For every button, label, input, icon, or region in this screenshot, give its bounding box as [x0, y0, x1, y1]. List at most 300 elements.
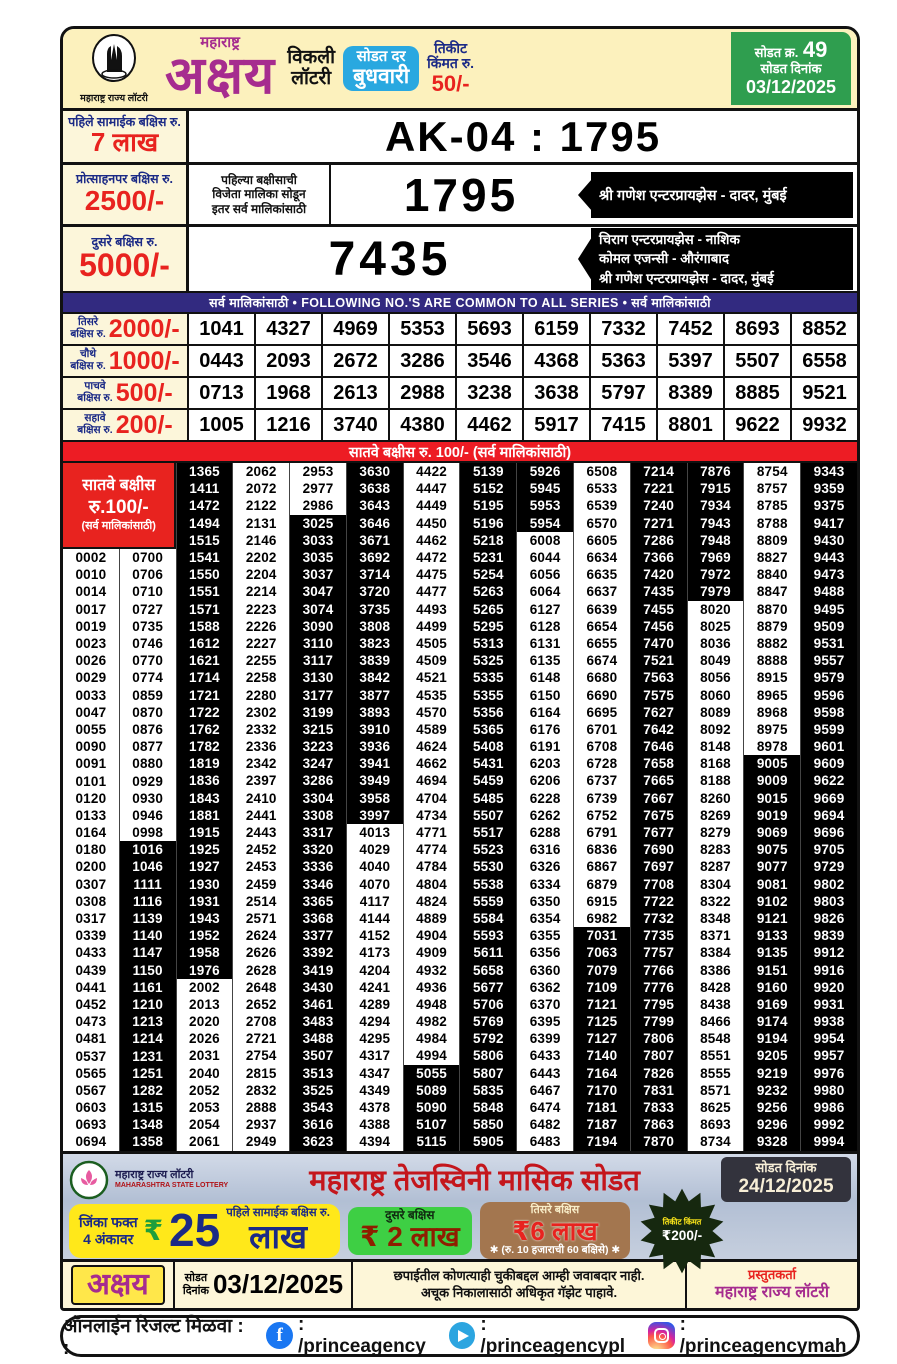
ad-first-amount-word: पहिले सामाईक बक्षिस रु. लाख — [226, 1207, 330, 1255]
lottery-number-cell: 4475 — [416, 567, 447, 583]
lottery-number-cell: 4317 — [359, 1048, 391, 1064]
lottery-number-cell: 3215 — [290, 721, 346, 738]
lottery-number-cell: 0047 — [75, 704, 107, 720]
lottery-number-cell: 9986 — [801, 1099, 857, 1116]
lottery-number-cell: 4994 — [416, 1048, 447, 1064]
lottery-number-cell: 7658 — [631, 755, 687, 772]
grid-column — [744, 463, 801, 1151]
second-prize-row — [63, 227, 857, 293]
lottery-number-cell: 6176 — [529, 721, 561, 737]
lottery-number-cell: 2459 — [245, 876, 277, 892]
prize-number-cell: 8852 — [790, 314, 857, 344]
lottery-number-cell: 9169 — [744, 996, 800, 1013]
lottery-number-cell: 6791 — [586, 825, 618, 841]
lottery-number-cell: 4070 — [359, 876, 391, 892]
social-bar — [60, 1315, 860, 1357]
seventh-prize-band: सातवे बक्षीस रु. 100/- (सर्व मालिकांसाठी) — [63, 442, 857, 461]
lottery-number-cell: 4449 — [416, 498, 447, 514]
lottery-number-cell: 0694 — [75, 1134, 107, 1150]
lottery-number-cell: 3839 — [347, 652, 403, 669]
grid-column — [801, 463, 857, 1151]
lottery-number-cell: 7948 — [688, 532, 744, 549]
lottery-number-cell: 2227 — [245, 635, 277, 651]
prize-number-cell: 2672 — [321, 346, 388, 376]
consolation-amount: 2500/- — [84, 185, 165, 217]
lottery-number-cell: 2280 — [245, 687, 277, 703]
ad-draw-date: 24/12/2025 — [738, 1175, 834, 1197]
lottery-number-cell: 3430 — [290, 979, 346, 996]
lottery-number-cell: 7876 — [688, 463, 744, 480]
lottery-number-cell: 3304 — [290, 790, 346, 807]
lottery-number-cell: 0120 — [75, 790, 107, 806]
lottery-number-cell: 6539 — [586, 498, 618, 514]
lottery-number-cell: 3286 — [290, 772, 346, 789]
lottery-number-cell: 0091 — [75, 756, 107, 772]
lottery-number-cell: 7972 — [688, 566, 744, 583]
lottery-number-cell: 4472 — [416, 550, 447, 566]
lottery-number-cell: 8882 — [756, 635, 788, 651]
lottery-number-cell: 6206 — [529, 773, 561, 789]
lottery-number-cell: 4909 — [416, 945, 447, 961]
lottery-number-cell: 3033 — [290, 532, 346, 549]
emblem-logo-icon — [89, 34, 139, 86]
grid-column — [574, 463, 631, 1151]
lottery-number-cell: 9359 — [801, 480, 857, 497]
grid-column — [688, 463, 745, 1151]
lottery-number-cell: 9669 — [801, 790, 857, 807]
lottery-number-cell: 9328 — [744, 1133, 800, 1150]
lottery-number-cell: 6443 — [529, 1065, 561, 1081]
lottery-number-cell: 0019 — [75, 618, 107, 634]
prize-number-cell: 1041 — [199, 317, 244, 340]
svg-text:तिकीट किंमत: तिकीट किंमत — [662, 1217, 702, 1227]
lottery-number-cell: 7455 — [631, 601, 687, 618]
lottery-number-cell: 3047 — [290, 583, 346, 600]
lottery-number-cell: 3842 — [347, 669, 403, 686]
lottery-number-cell: 5335 — [460, 669, 516, 686]
lottery-number-cell: 4295 — [359, 1031, 391, 1047]
lottery-number-cell: 9135 — [744, 944, 800, 961]
footer-draw-date: सोडत दिनांक 03/12/2025 — [173, 1262, 353, 1308]
lottery-number-cell: 2255 — [245, 653, 277, 669]
lottery-number-cell: 1111 — [120, 876, 176, 893]
lottery-number-cell: 3199 — [290, 704, 346, 721]
lottery-number-cell: 7286 — [631, 532, 687, 549]
prize-number-cell: 5397 — [656, 346, 723, 376]
lottery-number-cell: 2571 — [245, 910, 277, 926]
lottery-number-cell: 0930 — [132, 790, 164, 806]
lottery-number-cell: 5459 — [460, 772, 516, 789]
lottery-number-cell: 4662 — [416, 756, 447, 772]
lottery-number-cell: 6701 — [586, 721, 618, 737]
emblem-caption: महाराष्ट्र राज्य लॉटरी — [80, 92, 148, 104]
lottery-number-cell: 2258 — [245, 670, 277, 686]
lottery-number-cell: 7221 — [631, 480, 687, 497]
lottery-number-cell: 7079 — [574, 961, 630, 978]
prize-number-cell: 0443 — [199, 349, 244, 372]
lottery-number-cell: 6127 — [529, 601, 561, 617]
draw-day-badge: सोडत दर बुधवारी — [343, 46, 419, 92]
lottery-number-cell: 8754 — [756, 464, 788, 480]
lottery-number-cell: 8049 — [700, 653, 731, 669]
lottery-number-cell: 8304 — [700, 876, 731, 892]
prize-number-cell: 3546 — [455, 346, 522, 376]
lottery-number-cell: 0706 — [132, 567, 164, 583]
lottery-number-cell: 0441 — [75, 979, 107, 995]
lottery-number-cell: 4505 — [416, 635, 447, 651]
lottery-number-cell: 3643 — [347, 497, 403, 514]
lottery-number-cell: 5431 — [460, 755, 516, 772]
prize-number-cell: 8389 — [656, 378, 723, 408]
prize-number-cell: 5917 — [522, 410, 589, 440]
lottery-number-cell: 3025 — [290, 515, 346, 532]
lottery-number-cell: 0746 — [132, 636, 164, 652]
lottery-number-cell: 5295 — [460, 618, 516, 635]
lottery-number-cell: 3074 — [290, 601, 346, 618]
lottery-number-cell: 7456 — [631, 618, 687, 635]
lottery-number-cell: 7870 — [631, 1133, 687, 1150]
lottery-number-cell: 4447 — [416, 481, 447, 497]
lottery-number-cell: 6354 — [529, 910, 561, 926]
lottery-number-cell: 3346 — [290, 876, 346, 893]
ad-prizes-row — [69, 1203, 851, 1259]
lottery-number-cell: 1612 — [177, 635, 233, 652]
lottery-number-cell: 2986 — [302, 498, 334, 514]
draw-number: 49 — [802, 37, 828, 62]
prize-row — [63, 346, 857, 378]
lottery-number-cell: 6605 — [586, 532, 618, 548]
lottery-number-cell: 5848 — [460, 1099, 516, 1116]
lottery-number-cell: 0727 — [132, 601, 164, 617]
lottery-number-cell: 6433 — [529, 1048, 561, 1064]
ad-draw-date-box: सोडत दिनांक 24/12/2025 — [721, 1157, 851, 1201]
lottery-number-cell: 3035 — [290, 549, 346, 566]
lottery-number-cell: 7826 — [631, 1065, 687, 1082]
lottery-number-cell: 3377 — [290, 927, 346, 944]
lottery-number-cell: 0055 — [75, 721, 107, 737]
lottery-number-cell: 8269 — [700, 807, 731, 823]
lottery-number-cell: 3177 — [290, 686, 346, 703]
seventh-prize-grid — [63, 461, 857, 1154]
lottery-number-cell: 8056 — [700, 670, 731, 686]
lottery-number-cell: 1782 — [177, 738, 233, 755]
lottery-number-cell: 0693 — [75, 1117, 107, 1133]
seventh-prize-label-box: सातवे बक्षीस रु.100/- (सर्व मालिकांसाठी) — [63, 463, 176, 549]
ad-first-prize-box — [69, 1204, 340, 1258]
lottery-number-cell: 1116 — [120, 893, 176, 910]
lottery-number-cell: 5355 — [460, 686, 516, 703]
lottery-number-cell: 3543 — [290, 1099, 346, 1116]
prize-number-cell: 7332 — [589, 314, 656, 344]
lottery-number-cell: 4771 — [416, 825, 447, 841]
middle-prize-rows — [63, 314, 857, 442]
lottery-number-cell: 5152 — [460, 480, 516, 497]
lottery-number-cell: 4904 — [416, 928, 447, 944]
lottery-number-cell: 8888 — [756, 653, 788, 669]
lottery-number-cell: 3671 — [347, 532, 403, 549]
lottery-number-cell: 8348 — [700, 910, 731, 926]
lottery-number-cell: 0307 — [75, 876, 107, 892]
prize-number-cell: 8801 — [656, 410, 723, 440]
instagram-handle[interactable]: : /princeagencymah — [648, 1314, 857, 1358]
grid-column — [233, 463, 290, 1151]
brand-title — [165, 34, 276, 105]
lottery-number-cell: 2336 — [245, 739, 277, 755]
facebook-handle[interactable]: f : /princeagency — [266, 1314, 436, 1358]
lottery-number-cell: 6737 — [586, 773, 618, 789]
lottery-number-cell: 6639 — [586, 601, 618, 617]
lottery-number-cell: 3630 — [347, 463, 403, 480]
lottery-number-cell: 9839 — [801, 927, 857, 944]
lottery-number-cell: 7181 — [574, 1099, 630, 1116]
lottery-number-cell: 6708 — [586, 739, 618, 755]
lottery-number-cell: 1139 — [120, 910, 176, 927]
ticket-price-value: 50/- — [431, 70, 470, 96]
lottery-number-cell: 3692 — [347, 549, 403, 566]
lottery-number-cell: 9069 — [744, 824, 800, 841]
lottery-number-cell: 9194 — [744, 1030, 800, 1047]
lottery-number-cell: 9931 — [801, 996, 857, 1013]
lottery-number-cell: 5517 — [460, 824, 516, 841]
lottery-number-cell: 2443 — [245, 825, 277, 841]
lottery-number-cell: 6533 — [586, 481, 618, 497]
lottery-number-cell: 1161 — [120, 979, 176, 996]
prize-number-cell: 9622 — [723, 410, 790, 440]
lottery-number-cell: 6570 — [586, 515, 618, 531]
lottery-number-cell: 7697 — [631, 858, 687, 875]
prize-number-cell: 2093 — [254, 346, 321, 376]
lottery-number-cell: 0090 — [75, 739, 107, 755]
lottery-number-cell: 3997 — [347, 807, 403, 824]
lottery-number-cell: 6474 — [529, 1100, 561, 1116]
lottery-number-cell: 1214 — [120, 1030, 176, 1047]
lottery-number-cell: 5195 — [460, 497, 516, 514]
lottery-number-cell: 2332 — [245, 721, 277, 737]
lottery-number-cell: 2441 — [245, 807, 277, 823]
lottery-number-cell: 5408 — [460, 738, 516, 755]
lottery-number-cell: 0876 — [132, 721, 164, 737]
lottery-number-cell: 8788 — [756, 515, 788, 531]
lottery-number-cell: 3646 — [347, 515, 403, 532]
lottery-number-cell: 3735 — [347, 601, 403, 618]
lottery-number-cell: 7366 — [631, 549, 687, 566]
lottery-number-cell: 1952 — [177, 927, 233, 944]
lottery-number-cell: 8870 — [756, 601, 788, 617]
lottery-number-cell: 6482 — [529, 1117, 561, 1133]
lottery-number-cell: 7271 — [631, 515, 687, 532]
grid-column — [460, 463, 517, 1151]
lottery-number-cell: 9992 — [801, 1116, 857, 1133]
lottery-number-cell: 2628 — [245, 962, 277, 978]
first-prize-amount: 7 लाख — [90, 127, 159, 158]
lottery-number-cell: 1819 — [177, 755, 233, 772]
online-result-label: ऑनलाईन रिजल्ट मिळवा : : — [63, 1315, 244, 1359]
lottery-number-cell: 8975 — [756, 721, 788, 737]
prize-number-cell: 4380 — [388, 410, 455, 440]
lottery-number-cell: 6164 — [529, 704, 561, 720]
lottery-number-cell: 7795 — [631, 996, 687, 1013]
lottery-number-cell: 2052 — [189, 1082, 220, 1098]
lottery-number-cell: 6690 — [586, 687, 618, 703]
lottery-number-cell: 4535 — [416, 687, 447, 703]
footer-date-value: 03/12/2025 — [212, 1269, 344, 1300]
lottery-number-cell: 7420 — [631, 566, 687, 583]
lottery-number-cell: 3317 — [290, 824, 346, 841]
lottery-number-cell: 5706 — [460, 996, 516, 1013]
lottery-number-cell: 6637 — [586, 584, 618, 600]
prize-number-cell: 4462 — [455, 410, 522, 440]
lottery-number-cell: 2453 — [245, 859, 277, 875]
ad-second-prize-box: दुसरे बक्षिस ₹ 2 लाख — [348, 1207, 472, 1255]
lottery-number-cell: 1976 — [177, 961, 233, 978]
lottery-number-cell: 8785 — [756, 498, 788, 514]
lottery-number-cell: 2131 — [245, 515, 277, 531]
lottery-number-cell: 1147 — [120, 944, 176, 961]
lottery-number-cell: 5954 — [517, 515, 573, 532]
lottery-number-cell: 7776 — [631, 979, 687, 996]
lottery-number-cell: 7240 — [631, 497, 687, 514]
lottery-number-cell: 4932 — [416, 962, 447, 978]
lottery-number-cell: 2122 — [245, 498, 277, 514]
telegram-handle[interactable]: : /princeagencypl — [449, 1314, 636, 1358]
lottery-number-cell: 2342 — [245, 756, 277, 772]
lottery-number-cell: 2624 — [245, 928, 277, 944]
lottery-number-cell: 7470 — [631, 635, 687, 652]
lottery-number-cell: 7121 — [574, 996, 630, 1013]
lottery-number-cell: 1231 — [120, 1047, 176, 1064]
header — [63, 29, 857, 111]
lottery-number-cell: 1365 — [177, 463, 233, 480]
lottery-number-cell: 0317 — [75, 911, 107, 927]
prize-number-cell: 0713 — [199, 381, 244, 404]
lottery-number-cell: 9601 — [801, 738, 857, 755]
lottery-number-cell: 5953 — [517, 497, 573, 514]
lottery-number-cell: 0877 — [132, 739, 164, 755]
lottery-number-cell: 4462 — [416, 532, 447, 548]
consolation-prize-row — [63, 165, 857, 227]
lottery-number-cell: 7732 — [631, 910, 687, 927]
footer-presenter: प्रस्तुतकर्ता महाराष्ट्र राज्य लॉटरी — [685, 1262, 857, 1308]
prize-number-cell: 1968 — [254, 378, 321, 408]
lottery-number-cell: 5769 — [460, 1013, 516, 1030]
common-series-band: सर्व मालिकांसाठी • FOLLOWING NO.'S ARE COMMON TO ALL SERIES • सर्व मालिकांसाठी — [63, 293, 857, 314]
lottery-number-cell: 6356 — [529, 945, 561, 961]
lottery-number-cell: 5945 — [517, 480, 573, 497]
lottery-number-cell: 0339 — [75, 928, 107, 944]
prize-number-cell: 9932 — [790, 410, 857, 440]
lottery-number-cell: 5365 — [460, 721, 516, 738]
lottery-number-cell: 8386 — [700, 962, 731, 978]
lottery-number-cell: 0010 — [75, 567, 107, 583]
lottery-number-cell: 6508 — [586, 464, 618, 480]
lottery-number-cell: 9133 — [744, 927, 800, 944]
lottery-number-cell: 6728 — [586, 756, 618, 772]
lottery-number-cell: 7806 — [631, 1030, 687, 1047]
lottery-number-cell: 9938 — [801, 1013, 857, 1030]
lottery-number-cell: 7969 — [688, 549, 744, 566]
lottery-number-cell: 9430 — [801, 532, 857, 549]
lottery-number-cell: 6148 — [529, 670, 561, 686]
lottery-number-cell: 6836 — [586, 842, 618, 858]
lottery-number-cell: 5254 — [460, 566, 516, 583]
lottery-number-cell: 9009 — [744, 772, 800, 789]
lottery-number-cell: 6228 — [529, 790, 561, 806]
lottery-number-cell: 5507 — [460, 807, 516, 824]
lottery-number-cell: 7722 — [631, 893, 687, 910]
lottery-number-cell: 3949 — [347, 772, 403, 789]
consolation-agent-box: श्री गणेश एन्टरप्रायझेस - दादर, मुंबई — [591, 172, 853, 218]
lottery-number-cell: 5325 — [460, 652, 516, 669]
lottery-number-cell: 3877 — [347, 686, 403, 703]
lottery-number-cell: 5807 — [460, 1065, 516, 1082]
lottery-number-cell: 8879 — [756, 618, 788, 634]
lottery-number-cell: 1315 — [120, 1099, 176, 1116]
prize-number-cell: 3638 — [522, 378, 589, 408]
ad-win-label: जिंका फक्त 4 अंकावर — [79, 1213, 138, 1247]
telegram-icon — [449, 1322, 476, 1349]
lottery-number-cell: 3638 — [347, 480, 403, 497]
lottery-number-cell: 6350 — [529, 893, 561, 909]
prize-number-cell: 4969 — [321, 314, 388, 344]
lottery-number-cell: 4982 — [416, 1014, 447, 1030]
lottery-number-cell: 5806 — [460, 1047, 516, 1064]
lottery-number-cell: 6915 — [586, 893, 618, 909]
lottery-number-cell: 0014 — [75, 584, 107, 600]
ticket-price: तिकीट किंमत रु. 50/- — [427, 40, 475, 96]
lottery-number-cell: 6655 — [586, 635, 618, 651]
lottery-number-cell: 8428 — [700, 979, 731, 995]
lottery-number-cell: 8371 — [700, 928, 731, 944]
lottery-number-cell: 2708 — [245, 1014, 277, 1030]
lottery-number-cell: 1551 — [177, 583, 233, 600]
lottery-number-cell: 5792 — [460, 1030, 516, 1047]
lottery-number-cell: 2061 — [189, 1134, 220, 1150]
lottery-number-cell: 9696 — [801, 824, 857, 841]
lottery-number-cell: 7214 — [631, 463, 687, 480]
lottery-number-cell: 1762 — [177, 721, 233, 738]
lottery-number-cell: 6135 — [529, 653, 561, 669]
lottery-number-cell: 7521 — [631, 652, 687, 669]
lottery-number-cell: 8548 — [700, 1031, 731, 1047]
lottery-number-cell: 2397 — [245, 773, 277, 789]
lottery-number-cell: 2214 — [245, 584, 277, 600]
lottery-number-cell: 5231 — [460, 549, 516, 566]
lottery-number-cell: 2020 — [189, 1014, 220, 1030]
first-prize-row — [63, 111, 857, 165]
lottery-number-cell: 5677 — [460, 979, 516, 996]
lottery-number-cell: 9375 — [801, 497, 857, 514]
lottery-number-cell: 3461 — [290, 996, 346, 1013]
lottery-number-cell: 4704 — [416, 790, 447, 806]
grid-column — [631, 463, 688, 1151]
lottery-number-cell: 6680 — [586, 670, 618, 686]
lottery-number-cell: 9980 — [801, 1082, 857, 1099]
lottery-number-cell: 1016 — [120, 841, 176, 858]
lottery-number-cell: 8384 — [700, 945, 731, 961]
lottery-number-cell: 5593 — [460, 927, 516, 944]
lottery-number-cell: 6262 — [529, 807, 561, 823]
svg-text:₹200/-: ₹200/- — [661, 1227, 703, 1243]
facebook-icon: f — [266, 1322, 293, 1349]
draw-number-box: सोडत क्र. 49 सोडत दिनांक 03/12/2025 — [731, 32, 851, 105]
lottery-number-cell: 8089 — [700, 704, 731, 720]
lottery-number-cell: 8915 — [756, 670, 788, 686]
ad-logo-caption: महाराष्ट्र राज्य लॉटरी MAHARASHTRA STATE LOTTERY — [115, 1169, 229, 1189]
lottery-number-cell: 4422 — [416, 464, 447, 480]
lottery-number-cell: 1541 — [177, 549, 233, 566]
prize-number-cell: 5363 — [589, 346, 656, 376]
lottery-number-cell: 5523 — [460, 841, 516, 858]
